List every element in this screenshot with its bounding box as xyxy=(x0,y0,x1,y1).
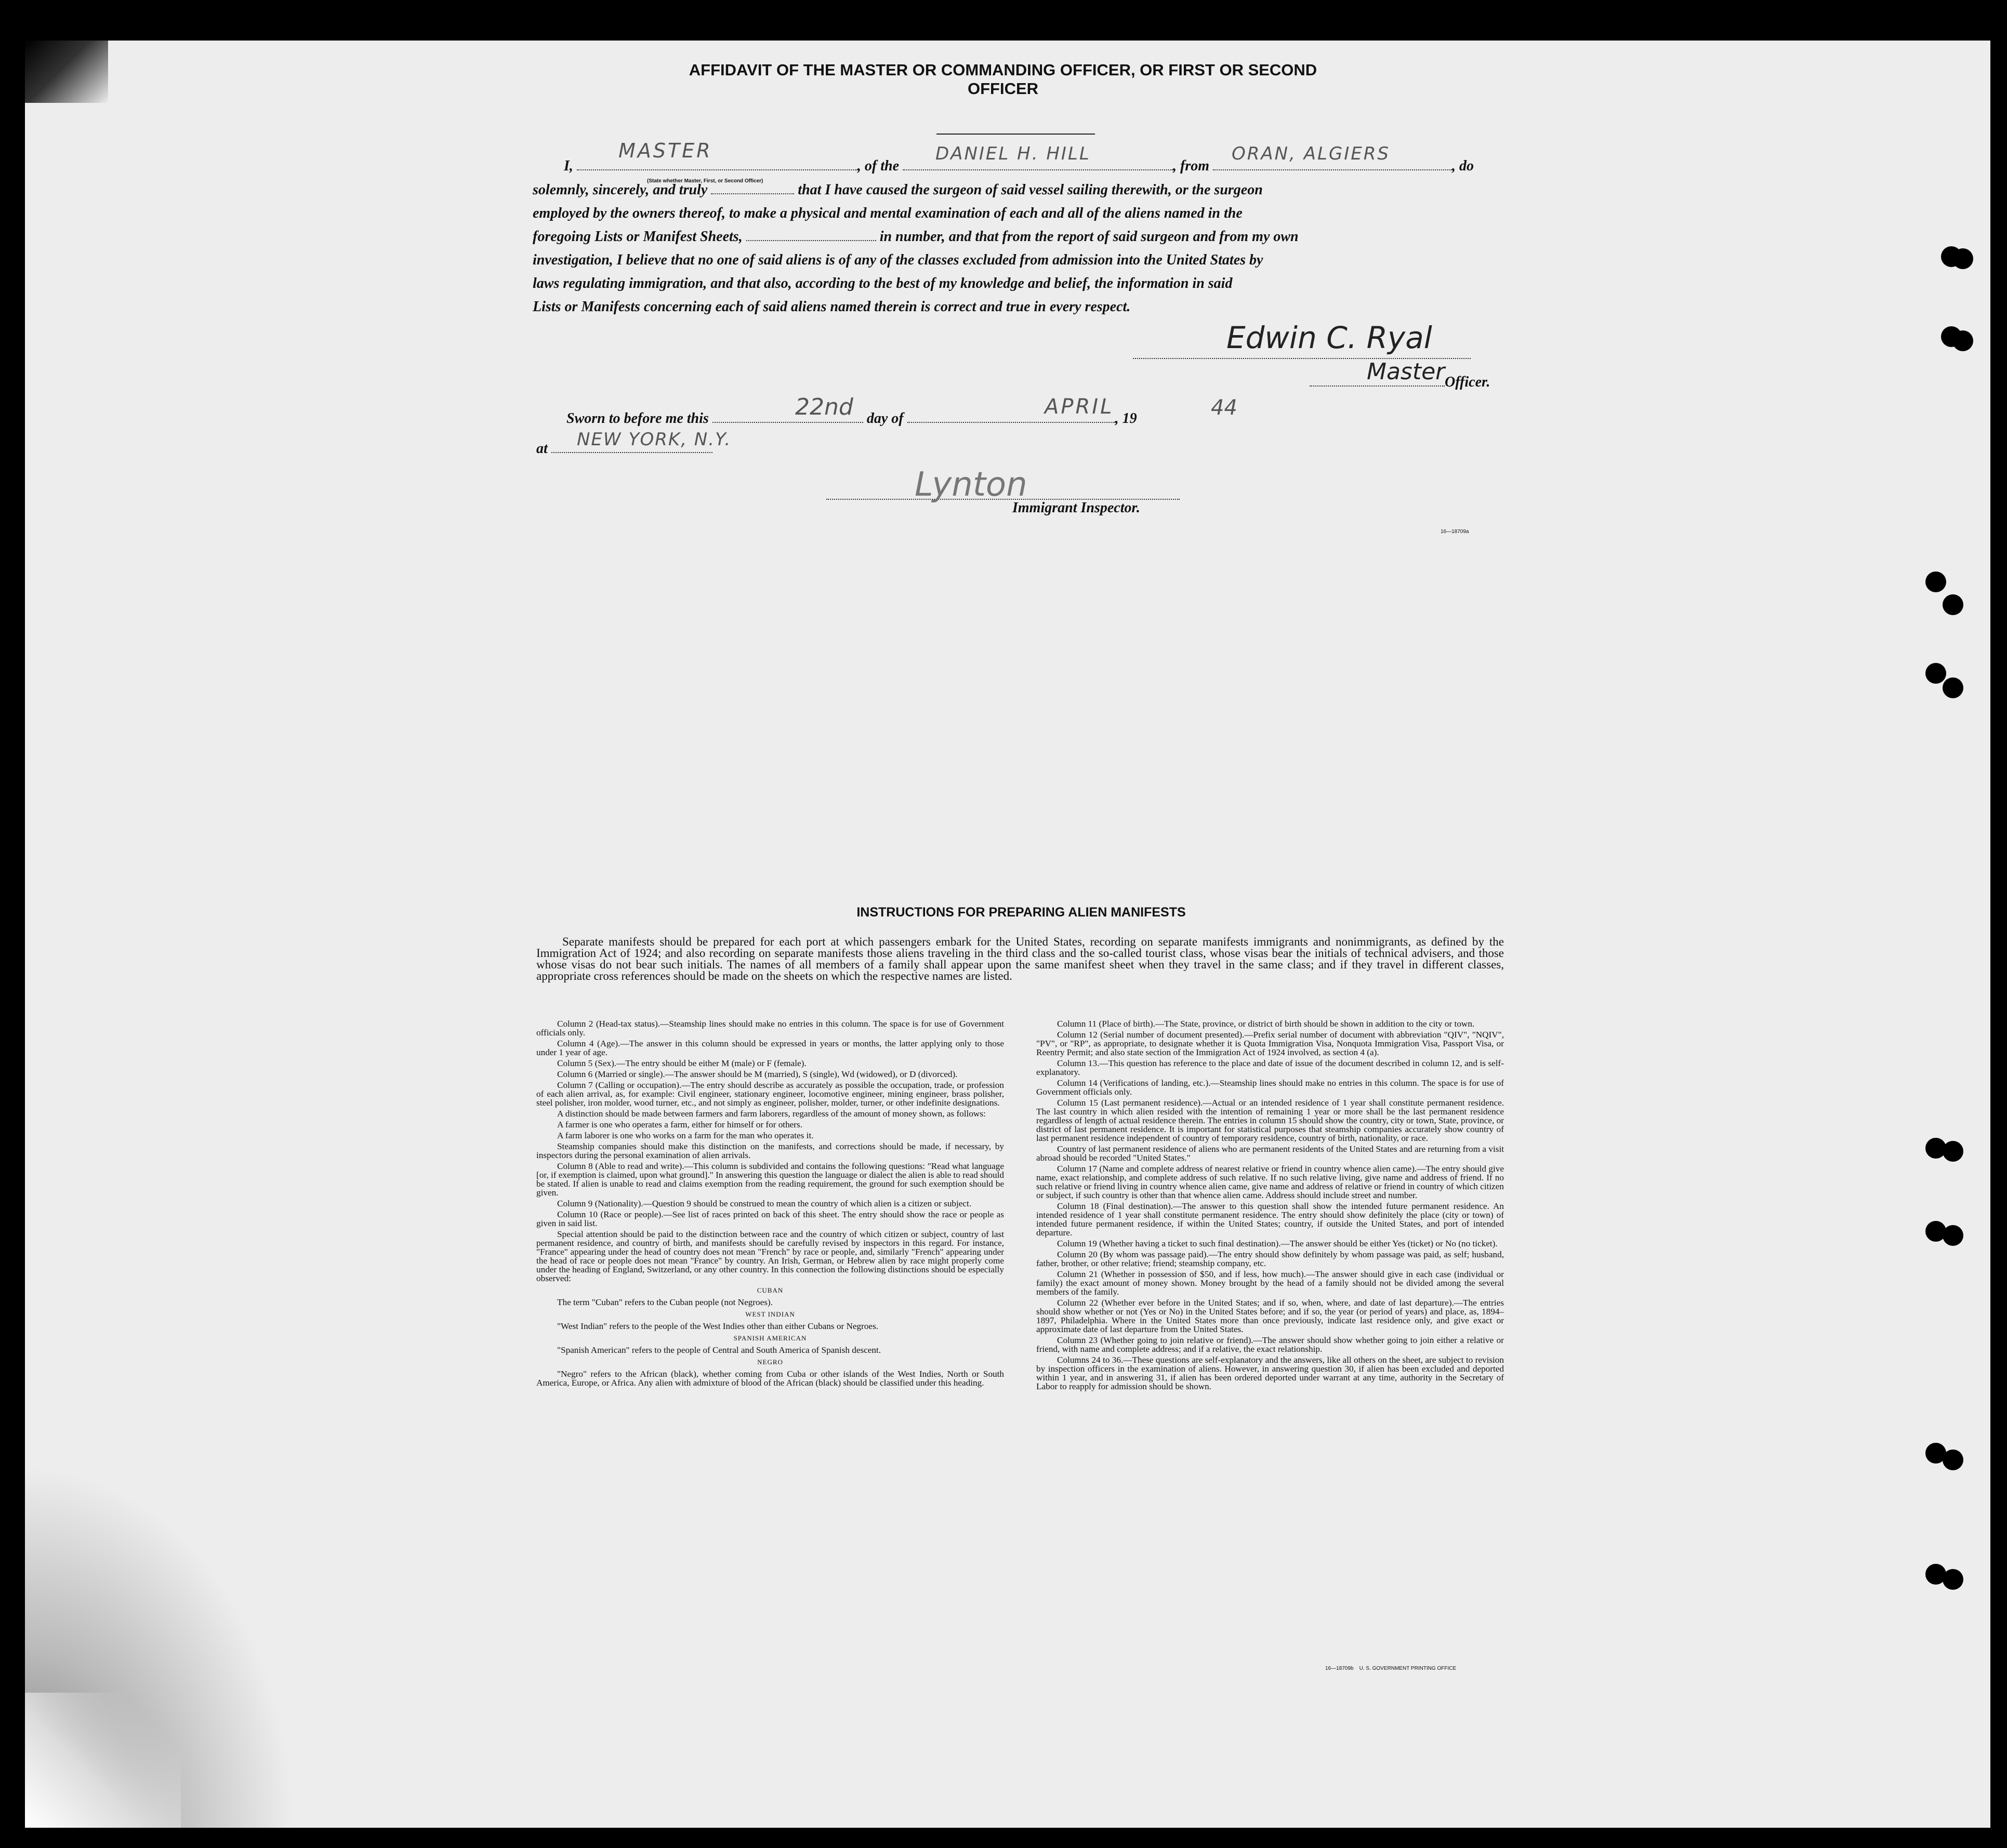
affidavit-line-4 xyxy=(533,229,1299,245)
text-at: at xyxy=(536,441,548,457)
count-field xyxy=(746,231,876,241)
affidavit-title: AFFIDAVIT OF THE MASTER OR COMMANDING OFFICER, OR FIRST OR SECOND OFFICER xyxy=(689,61,1317,98)
text-from: , from xyxy=(1173,158,1210,174)
right-paragraph: Column 23 (Whether going to join relative or friend).—The answer should show whether going to join either a relative or friend, with name and complete address; and if a relative, the exact relationship. xyxy=(1036,1335,1504,1354)
handwritten-day: 22nd xyxy=(795,394,853,420)
text-19: , 19 xyxy=(1115,410,1137,427)
right-paragraph: Country of last permanent residence of aliens who are permanent residents of the United States and are returning from a visit abroad should be recorded "United States." xyxy=(1036,1144,1504,1163)
punch-hole xyxy=(1943,1450,1963,1470)
affidavit-line-2 xyxy=(533,182,1263,198)
text-surgeon: that I have caused the surgeon of said vessel sailing therewith, or the surgeon xyxy=(798,182,1263,198)
right-paragraph: Column 13.—This question has reference to the place and date of issue of the document described in column 12, and is self-explanatory. xyxy=(1036,1058,1504,1077)
punch-hole xyxy=(1925,663,1946,684)
instructions-form-number xyxy=(1325,1666,1456,1671)
affidavit-line-5: investigation, I believe that no one of said aliens is of any of the classes excluded from admission into the United States by xyxy=(533,252,1263,268)
instructions-right-column xyxy=(1036,1019,1504,1393)
heading-west-indian: WEST INDIAN xyxy=(745,1310,795,1318)
title-rule xyxy=(936,134,1095,135)
instructions-intro: Separate manifests should be prepared for each port at which passengers embark for the United States, recording on separate manifests immigrants and nonimmigrants, as defined by the Immigration Act of 1924; and also recording on separate manifests those aliens traveling in the third class and the so-called tourist class, whose visas bear the initials of technical advisers, and those whose visas do not bear such initials. The names of all members of a family shall appear upon the same manifest sheet when they travel in the same class; and if they travel in different classes, appropriate cross references should be made on the sheets on which the respective names are listed. xyxy=(536,935,1504,982)
spanish-american-definition: "Spanish American" refers to the people of Central and South America of Spanish descent. xyxy=(557,1345,881,1355)
right-paragraph: Column 12 (Serial number of document presented).—Prefix serial number of document with abbreviation "QIV", "NQIV", "PV", or "RP", as appropriate, to designate whether it is Quota Immigration Visa, Nonquota Immigration Visa, Passport Visa, or Reentry Permit; and also state section of the Immigration Act of 1924 involved, as section 4 (a). xyxy=(1036,1030,1504,1057)
left-paragraph: Column 9 (Nationality).—Question 9 should be construed to mean the country of which alien is a citizen or subject. xyxy=(557,1199,972,1208)
right-paragraph: Column 21 (Whether in possession of $50, and if less, how much).—The answer should give in each case (individual or family) the exact amount of money shown. Money brought by the head of a family should not be divided among the several members of the family. xyxy=(1036,1269,1504,1297)
right-paragraph: Column 11 (Place of birth).—The State, province, or district of birth should be shown in addition to the city or town. xyxy=(1057,1019,1475,1029)
printer-credit: U. S. GOVERNMENT PRINTING OFFICE xyxy=(1359,1666,1457,1671)
text-day-of: day of xyxy=(866,410,904,427)
left-paragraph: Column 8 (Able to read and write).—This column is subdivided and contains the following questions: "Read what language [or, if exemption is claimed, upon what ground]." In answering this question the language or dialect the alien is able to read should be stated. If alien is unable to read and claims exemption from the reading requirement, the ground for such exemption should be given. xyxy=(536,1161,1004,1198)
rank-note: (State whether Master, First, or Second Officer) xyxy=(647,178,763,184)
west-indian-definition: "West Indian" refers to the people of the West Indies other than either Cubans or Negroes. xyxy=(557,1321,879,1331)
text-sworn: Sworn to before me this xyxy=(566,410,709,427)
punch-hole xyxy=(1943,594,1963,615)
right-paragraph: Column 18 (Final destination).—The answer to this question shall show the intended future permanent residence. An intended residence of 1 year shall constitute permanent residence. The entry should show definitely the place (city or town) of intended future permanent residence, if within the United States; country, if outside the United States, and port of intended departure. xyxy=(1036,1201,1504,1238)
negro-definition: "Negro" refers to the African (black), whether coming from Cuba or other islands of the West Indies, North or South America, Europe, or Africa. Any alien with admixture of blood of the African (black) should be classified under this heading. xyxy=(536,1369,1004,1388)
inspector-label: Immigrant Inspector. xyxy=(1012,500,1140,516)
heading-negro: NEGRO xyxy=(757,1358,783,1366)
left-paragraph: A farmer is one who operates a farm, either for himself or for others. xyxy=(557,1120,803,1129)
text-i: I, xyxy=(564,158,573,174)
heading-spanish-american: SPANISH AMERICAN xyxy=(733,1334,807,1342)
master-signature: Edwin C. Ryal xyxy=(1226,320,1432,355)
torn-corner-shadow xyxy=(25,41,108,103)
worn-corner-highlight xyxy=(25,1693,181,1828)
right-paragraph: Column 19 (Whether having a ticket to such final destination).—The answer should be either Yes (ticket) or No (no ticket). xyxy=(1057,1239,1498,1248)
left-paragraph: Steamship companies should make this distinction on the manifests, and corrections should be made, if necessary, by inspectors during the personal examination of alien arrivals. xyxy=(536,1141,1004,1160)
punch-hole xyxy=(1943,1569,1963,1590)
left-paragraph: Column 5 (Sex).—The entry should be either M (male) or F (female). xyxy=(557,1058,807,1068)
right-paragraph: Column 17 (Name and complete address of nearest relative or friend in country whence alien came).—The entry should give name, exact relationship, and complete address of such relative. If no such relative living, give name and address of friend. If no such relative or friend living in country whence alien came, give name and address of relative or friend in country of which citizen or subject, if such country is other than that whence alien came. Address should include street and number. xyxy=(1036,1164,1504,1200)
punch-hole xyxy=(1943,677,1963,698)
truly-field xyxy=(711,184,794,194)
left-paragraph: A farm laborer is one who works on a farm for the man who operates it. xyxy=(557,1131,814,1140)
text-of-the: , of the xyxy=(857,158,900,174)
handwritten-rank: MASTER xyxy=(618,139,712,162)
right-paragraph: Column 14 (Verifications of landing, etc.).—Steamship lines should make no entries in this column. The space is for use of Government officials only. xyxy=(1036,1078,1504,1097)
left-paragraph: Special attention should be paid to the distinction between race and the country of which citizen or subject, country of last permanent residence, and country of birth, and manifests should be carefully revised by inspectors in this regard. For instance, "France" appearing under the head of country does not mean "French" by race or people, and, similarly "French" appearing under the head of race or people does not mean "France" by country. An Irish, German, or Hebrew alien by race might properly come under the heading of England, Switzerland, or any other country. In this connection the following distinctions should be especially observed: xyxy=(536,1229,1004,1283)
text-solemnly: solemnly, sincerely, and truly xyxy=(533,182,708,198)
left-paragraph: A distinction should be made between farmers and farm laborers, regardless of the amount of money shown, as follows: xyxy=(557,1109,986,1119)
right-paragraph: Columns 24 to 36.—These questions are self-explanatory and the answers, like all others on the sheet, are subject to revision by inspection officers in the examination of aliens. However, in answering question 30, if alien has been excluded and deported within 1 year, and in answering 31, if alien has been ordered deported under warrant at any time, authority in the Secretary of Labor to reapply for admission should be shown. xyxy=(1036,1355,1504,1391)
instructions-title: INSTRUCTIONS FOR PREPARING ALIEN MANIFESTS xyxy=(856,905,1186,920)
handwritten-month: APRIL xyxy=(1045,395,1114,419)
cuban-definition: The term "Cuban" refers to the Cuban people (not Negroes). xyxy=(557,1297,773,1307)
heading-cuban: CUBAN xyxy=(757,1286,784,1294)
right-paragraph: Column 15 (Last permanent residence).—Actual or an intended residence of 1 year shall constitute permanent residence. The last country in which alien resided with the intention of remaining 1 year or more shall be the last permanent residence regardless of length of actual residence therein. The entries in column 15 should show the country, city or town, State, province, or district of last permanent residence. It is important for statistical purposes that steamship companies accurately show country of last permanent residence independent of country of temporary residence, country of birth, nationality, or race. xyxy=(1036,1098,1504,1143)
punch-hole xyxy=(1952,248,1973,269)
punch-hole xyxy=(1952,330,1973,351)
handwritten-vessel: DANIEL H. HILL xyxy=(935,143,1091,164)
left-paragraph: Column 7 (Calling or occupation).—The entry should describe as accurately as possible the occupation, trade, or profession of each alien arrival, as, for example: Civil engineer, stationary engineer, locomotive engineer, mining engineer, brass polisher, steel polisher, iron molder, wood turner, etc., and not simply as engineer, polisher, molder, turner, or other indefinite designations. xyxy=(536,1080,1004,1108)
text-in-number: in number, and that from the report of said surgeon and from my own xyxy=(879,229,1299,245)
punch-hole xyxy=(1943,1141,1963,1162)
left-paragraph: Column 6 (Married or single).—The answer should be M (married), S (single), Wd (widowed), or D (divorced). xyxy=(557,1069,958,1079)
affidavit-line-7: Lists or Manifests concerning each of said aliens named therein is correct and true in every respect. xyxy=(533,299,1131,315)
master-rank-signature: Master xyxy=(1367,358,1445,385)
punch-hole xyxy=(1943,1225,1963,1246)
handwritten-port: ORAN, ALGIERS xyxy=(1232,143,1390,164)
instructions-left-column xyxy=(536,1019,1004,1389)
affidavit-line-3: employed by the owners thereof, to make a physical and mental examination of each and all of the aliens named in the xyxy=(533,205,1243,221)
left-paragraph: Column 4 (Age).—The answer in this column should be expressed in years or months, the latter applying only to those under 1 year of age. xyxy=(536,1039,1004,1057)
handwritten-place: NEW YORK, N.Y. xyxy=(577,429,732,450)
affidavit-line-6: laws regulating immigration, and that also, according to the best of my knowledge and belief, the information in said xyxy=(533,275,1233,291)
form-number: 16—18709b xyxy=(1325,1666,1354,1671)
officer-label: Officer. xyxy=(1445,374,1490,390)
officer-line xyxy=(1310,385,1445,387)
right-paragraph: Column 22 (Whether ever before in the United States; and if so, when, where, and date of last departure).—The entries should show whether or not (Yes or No) in the United States before; and if so, the year (or period of years) and place, as, 1894–1897, Philadelphia. Where in the United States more than once previously, indicate last residence only, and give exact or approximate date of last departure from the United States. xyxy=(1036,1298,1504,1334)
right-paragraph: Column 20 (By whom was passage paid).—The entry should show definitely by whom passage was paid, as self; husband, father, brother, or other relative; friend; steamship company, etc. xyxy=(1036,1249,1504,1268)
left-paragraph: Column 10 (Race or people).—See list of races printed on back of this sheet. The entry should show the race or people as given in said list. xyxy=(536,1209,1004,1228)
punch-hole xyxy=(1925,571,1946,592)
affidavit-form-number: 16—18709a xyxy=(1441,529,1469,535)
inspector-signature: Lynton xyxy=(915,466,1027,504)
text-foregoing: foregoing Lists or Manifest Sheets, xyxy=(533,229,743,245)
handwritten-year: 44 xyxy=(1211,396,1237,420)
left-paragraph: Column 2 (Head-tax status).—Steamship lines should make no entries in this column. The space is for use of Government officials only. xyxy=(536,1019,1004,1038)
text-do: , do xyxy=(1452,158,1474,174)
